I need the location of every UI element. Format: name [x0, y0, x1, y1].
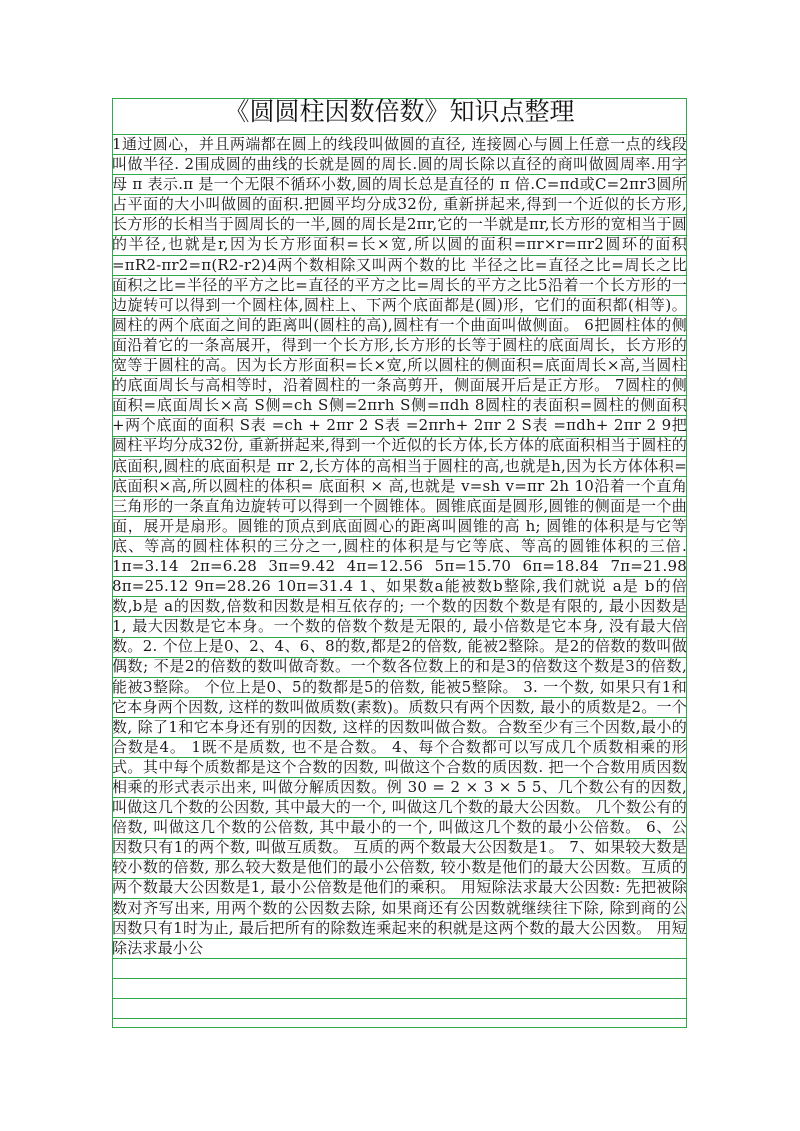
document-title: 《圆圆柱因数倍数》知识点整理: [224, 97, 575, 126]
body-paragraph: 1通过圆心，并且两端都在圆上的线段叫做圆的直径, 连接圆心与圆上任意一点的线段叫做半径. 2围成圆的曲线的长就是圆的周长.圆的周长除以直径的商叫做圆周率.用字母 π 表示.π 是一个无限不循环小数,圆的周长总是直径的 π 倍.C=πd或C=2πr3圆所占平面的大小叫做圆的面积.把圆平均分成32份, 重新拼起来,得到一个近似的长方形,长方形的长相当于圆周长的一半,圆的周长是2πr,它的一半就是πr,长方形的宽相当于圆的半径,也就是r,因为长方形面积=长×宽,所以圆的面积=πr×r=πr2圆环的面积=πR2-πr2=π(R2-r2)4两个数相除又叫两个数的比 半径之比=直径之比=周长之比 面积之比=半径的平方之比=直径的平方之比=周长的平方之比5沿着一个长方形的一边旋转可以得到一个圆柱体,圆柱上、下两个底面都是(圆)形，它们的面积都(相等)。圆柱的两个底面之间的距离叫(圆柱的高),圆柱有一个曲面叫做侧面。 6把圆柱体的侧面沿着它的一条高展开，得到一个长方形,长方形的长等于圆柱的底面周长，长方形的宽等于圆柱的高。因为长方形面积=长×宽,所以圆柱的侧面积=底面周长×高,当圆柱的底面周长与高相等时，沿着圆柱的一条高剪开，侧面展开后是正方形。 7圆柱的侧面积=底面周长×高 S侧=ch S侧=2πrh S侧=πdh 8圆柱的表面积=圆柱的侧面积+两个底面的面积 S表 =ch + 2πr 2 S表 =2πrh+ 2πr 2 S表 =πdh+ 2πr 2 9把圆柱平均分成32份, 重新拼起来,得到一个近似的长方体,长方体的底面积相当于圆柱的底面积,圆柱的底面积是 πr 2,长方体的高相当于圆柱的高,也就是h,因为长方体体积=底面积×高,所以圆柱的体积= 底面积 × 高,也就是 v=sh v=πr 2h 10沿着一个直角三角形的一条直角边旋转可以得到一个圆锥体。圆锥底面是圆形,圆锥的侧面是一个曲面，展开是扇形。圆锥的顶点到底面圆心的距离叫圆锥的高 h; 圆锥的体积是与它等底、等高的圆柱体积的三分之一,圆柱的体积是与它等底、等高的圆锥体积的三倍. 1π=3.14 2π=6.28 3π=9.42 4π=12.56 5π=15.70 6π=18.84 7π=21.98 8π=25.12 9π=28.26 10π=31.4 1、如果数a能被数b整除,我们就说 a是 b的倍数,b是 a的因数,倍数和因数是相互依存的; 一个数的因数个数是有限的, 最小因数是 1, 最大因数是它本身。一个数的倍数个数是无限的, 最小倍数是它本身, 没有最大倍数。2. 个位上是0、2、4、6、8的数,都是2的倍数, 能被2整除。是2的倍数的数叫做偶数; 不是2的倍数的数叫做奇数。一个数各位数上的和是3的倍数这个数是3的倍数, 能被3整除。 个位上是0、5的数都是5的倍数, 能被5整除。 3. 一个数, 如果只有1和它本身两个因数, 这样的数叫做质数(素数)。质数只有两个因数, 最小的质数是2。一个数, 除了1和它本身还有别的因数, 这样的因数叫做合数。合数至少有三个因数,最小的合数是4。 1既不是质数, 也不是合数。 4、每个合数都可以写成几个质数相乘的形式。其中每个质数都是这个合数的因数, 叫做这个合数的质因数. 把一个合数用质因数相乘的形式表示出来, 叫做分解质因数。例 30 = 2 × 3 × 5 5、几个数公有的因数, 叫做这几个数的公因数, 其中最大的一个, 叫做这几个数的最大公因数。 几个数公有的倍数, 叫做这几个数的公倍数, 其中最小的一个, 叫做这几个数的最小公倍数。 6、公因数只有1的两个数, 叫做互质数。 互质的两个数最大公因数是1。 7、如果较大数是较小数的倍数, 那么较大数是他们的最小公倍数, 较小数是他们的最大公因数。互质的两个数最大公因数是1, 最小公倍数是他们的乘积。 用短除法求最大公因数: 先把被除数对齐写出来, 用两个数的公因数去除, 如果商还有公因数就继续往下除, 除到商的公因数只有1时为止, 最后把所有的除数连乘起来的积就是这两个数的最大公因数。 用短除法求最小公: [112, 135, 687, 957]
document-body: [112, 134, 687, 1029]
